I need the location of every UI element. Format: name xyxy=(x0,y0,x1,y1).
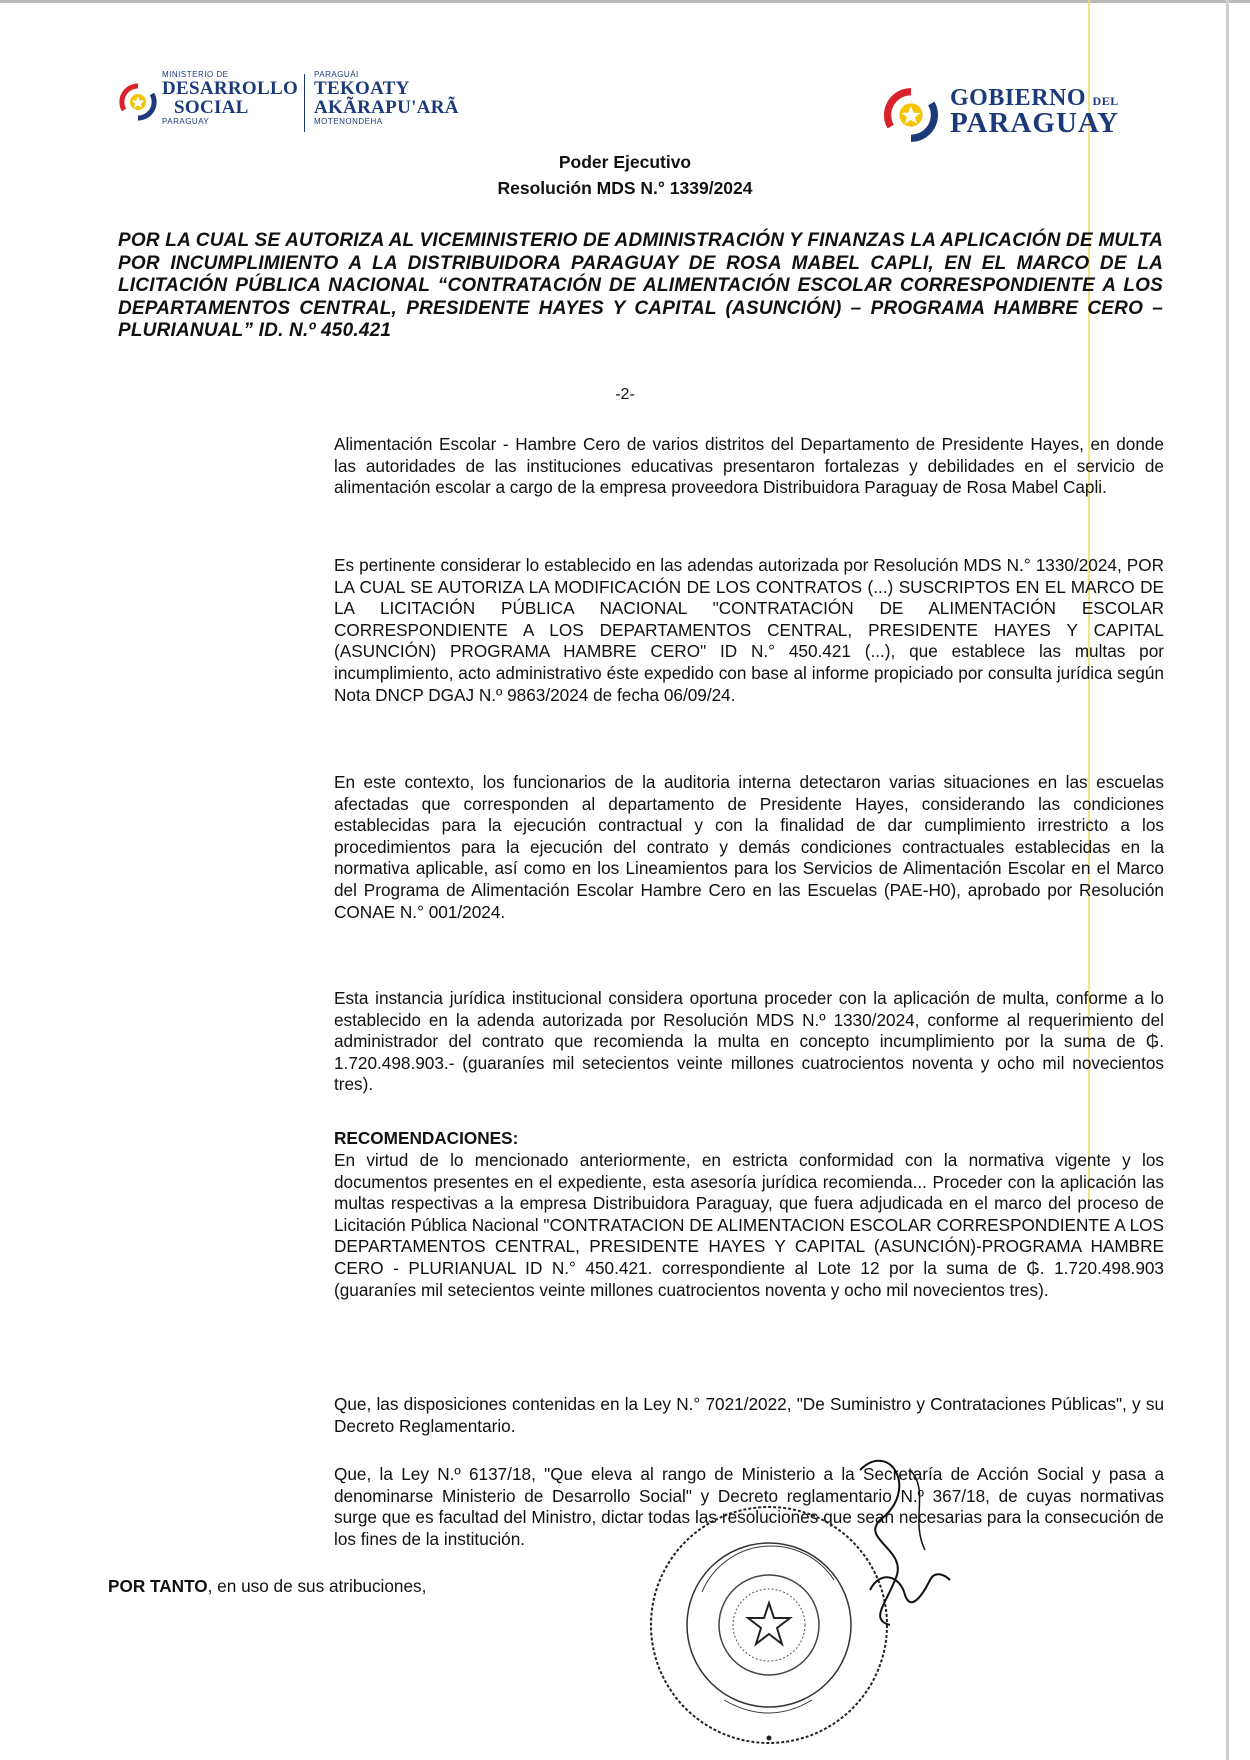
mds-logo-line1: MINISTERIO DE xyxy=(162,70,229,79)
por-tanto-rest: , en uso de sus atribuciones, xyxy=(207,1576,427,1596)
page-number: -2- xyxy=(615,386,635,403)
mds-logo-gn2: TEKOATY xyxy=(314,78,410,99)
paragraph-4: Esta instancia jurídica institucional considera oportuna proceder con la aplicación de multa, conforme a lo establecido en la adenda autorizada por Resolución MDS N.º 1330/2024, conforme al requerimiento del administrador del contrato que recomienda la multa en concepto incumplimiento por la suma de ₲. 1.720.498.903.- (guaraníes mil setecientos veinte millones cuatrocientos noventa y ocho mil novecientos tres). xyxy=(334,988,1164,1095)
mds-logo-gn1: PARAGUÁI xyxy=(314,70,359,79)
mds-logo-line4: PARAGUAY xyxy=(162,117,210,126)
gobierno-logo-line2: PARAGUAY xyxy=(950,107,1120,139)
paragraph-5: En virtud de lo mencionado anteriormente, en estricta conformidad con la normativa vigente y los documentos presentes en el expediente, esta asesoría jurídica recomienda... Proceder con la aplicación las multas respectivas a la empresa Distribuidora Paraguay, que fuera adjudicada en el marco del proceso de Licitación Pública Nacional "CONTRATACION DE ALIMENTACION ESCOLAR CORRESPONDIENTE A LOS DEPARTAMENTOS CENTRAL, PRESIDENTE HAYES Y CAPITAL (ASUNCIÓN)-PROGRAMA HAMBRE CERO - PLURIANUAL ID N.° 450.421. correspondiente al Lote 12 por la suma de ₲. 1.720.498.903 (guaraníes mil setecientos veinte millones cuatrocientos noventa y ocho mil novecientos tres). xyxy=(334,1150,1164,1300)
por-tanto-line xyxy=(108,1576,426,1597)
gobierno-logo xyxy=(882,84,1142,146)
paragraph-7: Que, la Ley N.º 6137/18, "Que eleva al rango de Ministerio a la Secretaría de Acción Social y pasa a denominarse Ministerio de Desarrollo Social" y Decreto reglamentario N.º 367/18, de cuyas normativas surge que es facultad del Ministro, dictar todas las resoluciones que sean necesarias para la consecución de los fines de la institución. xyxy=(334,1464,1164,1549)
del-word: DEL xyxy=(1092,94,1119,108)
logo-separator xyxy=(304,74,305,132)
por-tanto-bold: POR TANTO xyxy=(108,1576,208,1596)
gobierno-word: GOBIERNO xyxy=(950,85,1087,111)
mds-emblem-icon xyxy=(118,82,158,122)
paragraph-3: En este contexto, los funcionarios de la auditoria interna detectaron varias situaciones en las escuelas afectadas que corresponden al departamento de Presidente Hayes, considerando las condiciones establecidas para la ejecución contractual y con la finalidad de dar cumplimiento irrestricto a los procedimientos para la ejecución del contrato y demás condiciones contractuales establecidas en la normativa aplicable, así como en los Lineamientos para los Servicios de Alimentación Escolar en el Marco del Programa de Alimentación Escolar Hambre Cero en las Escuelas (PAE-H0), aprobado por Resolución CONAE N.° 001/2024. xyxy=(334,772,1164,922)
scan-top-edge xyxy=(0,0,1250,3)
resolution-number: Resolución MDS N.° 1339/2024 xyxy=(497,178,753,198)
scan-right-edge xyxy=(1226,0,1229,1760)
paragraph-6: Que, las disposiciones contenidas en la Ley N.° 7021/2022, "De Suministro y Contrataciones Públicas", y su Decreto Reglamentario. xyxy=(334,1394,1164,1436)
recommendations-heading: RECOMENDACIONES: xyxy=(334,1128,519,1148)
branch-heading: Poder Ejecutivo xyxy=(558,152,692,172)
resolution-title: POR LA CUAL SE AUTORIZA AL VICEMINISTERIO DE ADMINISTRACIÓN Y FINANZAS LA APLICACIÓN DE MULTA POR INCUMPLIMIENTO A LA DISTRIBUIDORA PARAGUAY DE ROSA MABEL CAPLI, EN EL MARCO DE LA LICITACIÓN PÚBLICA NACIONAL “CONTRATACIÓN DE ALIMENTACIÓN ESCOLAR CORRESPONDIENTE A LOS DEPARTAMENTOS CENTRAL, PRESIDENTE HAYES Y CAPITAL (ASUNCIÓN) – PROGRAMA HAMBRE CERO – PLURIANUAL” ID. N.º 450.421 xyxy=(118,230,1163,341)
mds-logo-line3: SOCIAL xyxy=(174,97,249,118)
paragraph-1: Alimentación Escolar - Hambre Cero de varios distritos del Departamento de Presidente Hayes, en donde las autoridades de las instituciones educativas presentaron fortalezas y debilidades en el servicio de alimentación escolar a cargo de la empresa proveedora Distribuidora Paraguay de Rosa Mabel Capli. xyxy=(334,434,1164,498)
mds-logo-gn4: MOTENONDEHA xyxy=(314,117,383,126)
gobierno-emblem-icon xyxy=(882,86,940,144)
mds-logo xyxy=(118,70,459,140)
signature xyxy=(850,1430,970,1630)
paragraph-2: Es pertinente considerar lo establecido en las adendas autorizada por Resolución MDS N.° 1330/2024, POR LA CUAL SE AUTORIZA LA MODIFICACIÓN DE LOS CONTRATOS (...) SUSCRIPTOS EN EL MARCO DE LA LICITACIÓN PÚBLICA NACIONAL "CONTRATACIÓN DE ALIMENTACIÓN ESCOLAR CORRESPONDIENTE A LOS DEPARTAMENTOS CENTRAL, PRESIDENTE HAYES Y CAPITAL (ASUNCIÓN) PROGRAMA HAMBRE CERO" ID N.° 450.421 (...), que establece las multas por incumplimiento, acto administrativo éste expedido con base al informe propiciado por consulta jurídica según Nota DNCP DGAJ N.º 9863/2024 de fecha 06/09/24. xyxy=(334,555,1164,705)
mds-logo-gn3: AKÃRAPU'ARÃ xyxy=(314,97,459,118)
mds-logo-line2: DESARROLLO xyxy=(162,78,299,99)
